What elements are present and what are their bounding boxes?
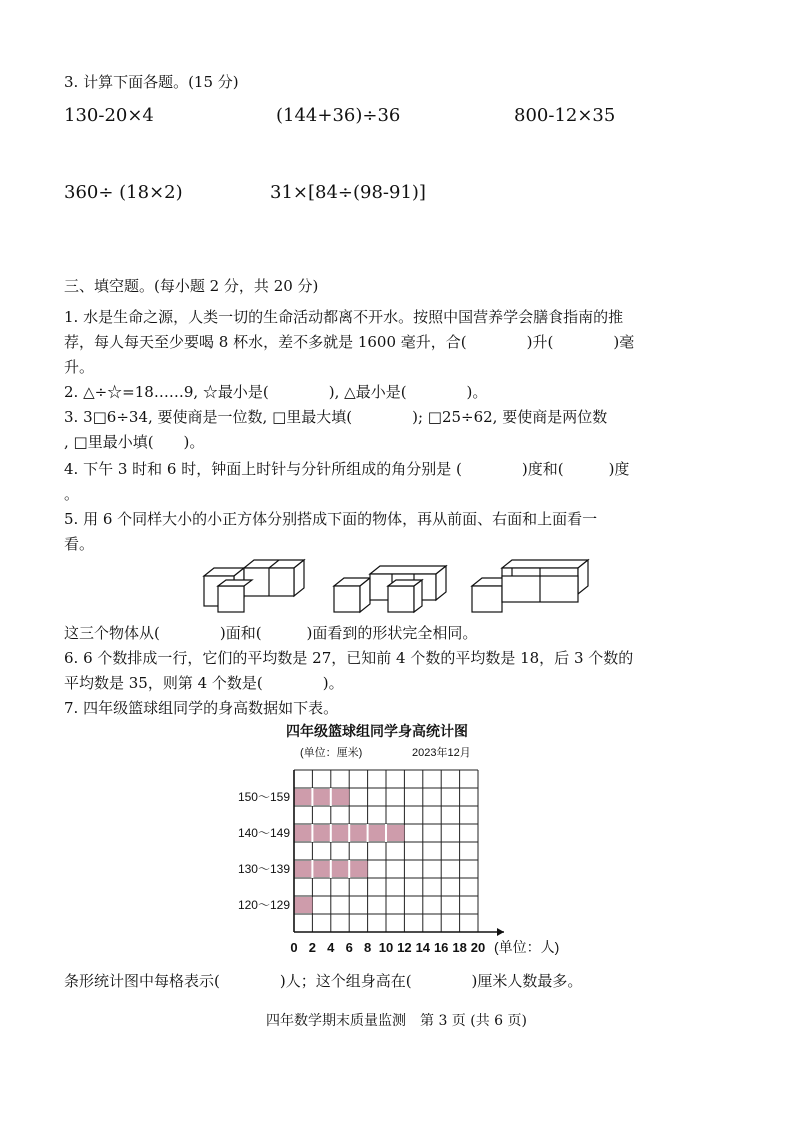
expr-2: (144+36)÷36 <box>276 105 401 126</box>
bar-3 <box>294 897 312 913</box>
x-tick-label: 4 <box>327 940 335 955</box>
x-tick-label: 8 <box>363 940 372 955</box>
bar-0 <box>294 789 349 805</box>
q5-line3: 这三个物体从( )面和( )面看到的形状完全相同。 <box>64 624 478 642</box>
fill-heading: 三、填空题。(每小题 2 分，共 20 分) <box>64 277 319 295</box>
category-label: 140～149 <box>237 826 290 840</box>
expr-5: 31×[84÷(98-91)] <box>270 182 426 203</box>
chart-title: 四年级篮球组同学身高统计图 <box>286 723 468 739</box>
category-label: 130～139 <box>237 862 290 876</box>
q5-line1: 5. 用 6 个同样大小的小正方体分别搭成下面的物体，再从前面、右面和上面看一 <box>64 510 598 528</box>
q7-line1: 7. 四年级篮球组同学的身高数据如下表。 <box>64 699 339 717</box>
cube-figure-3 <box>472 560 588 612</box>
q6-line2: 平均数是 35，则第 4 个数是( )。 <box>64 674 344 692</box>
q1-line3: 升。 <box>64 358 95 376</box>
chart-unit-note: (单位：厘米) <box>300 747 363 759</box>
q6-line1: 6. 6 个数排成一行，它们的平均数是 27，已知前 4 个数的平均数是 18，后 3 个数的 <box>64 649 634 667</box>
x-tick-label: 12 <box>397 940 412 955</box>
cube-figures <box>200 556 600 616</box>
x-tick-label: 2 <box>308 940 317 955</box>
x-tick-label: 16 <box>433 940 449 955</box>
x-tick-label: 20 <box>470 940 486 955</box>
category-label: 150～159 <box>237 790 290 804</box>
q2: 2. △÷☆=18……9, ☆最小是( ), △最小是( )。 <box>64 383 488 401</box>
chart-category-labels <box>238 790 290 912</box>
q3-line2: , □里最小填( )。 <box>64 433 205 451</box>
x-tick-label: 10 <box>378 940 394 955</box>
x-tick-label: 14 <box>415 940 431 955</box>
expr-1: 130-20×4 <box>64 105 154 126</box>
q5-line2: 看。 <box>64 535 95 553</box>
section3-heading: 3. 计算下面各题。(15 分) <box>64 73 239 91</box>
expr-3: 800-12×35 <box>514 105 616 126</box>
expr-4: 360÷ (18×2) <box>64 182 183 203</box>
q1-line2: 荐，每人每天至少要喝 8 杯水，差不多就是 1600 毫升，合( )升( )毫 <box>64 333 635 351</box>
cube-figure-1 <box>204 560 304 612</box>
q1-line1: 1. 水是生命之源，人类一切的生命活动都离不开水。按照中国营养学会膳食指南的推 <box>64 308 624 326</box>
x-tick-label: 6 <box>345 940 353 955</box>
chart-date-note: 2023年12月 <box>412 747 471 759</box>
chart-x-axis-label: (单位：人) <box>494 939 560 955</box>
height-bar-chart <box>226 718 586 963</box>
q7-after: 条形统计图中每格表示( )人；这个组身高在( )厘米人数最多。 <box>64 972 583 990</box>
q4-line1: 4. 下午 3 时和 6 时，钟面上时针与分针所组成的角分别是 ( )度和( )度 <box>64 460 630 478</box>
page-footer: 四年数学期末质量监测 第 3 页 (共 6 页) <box>266 1013 527 1029</box>
x-tick-label: 18 <box>452 940 467 955</box>
cube-figure-2 <box>334 566 446 612</box>
category-label: 120～129 <box>237 898 290 912</box>
chart-tick-labels <box>290 940 485 955</box>
x-axis-arrow <box>497 928 504 936</box>
q4-line2: 。 <box>64 485 80 503</box>
q3-line1: 3. 3□6÷34, 要使商是一位数, □里最大填( ); □25÷62, 要使商是两位数 <box>64 408 608 426</box>
x-tick-label: 0 <box>290 940 298 955</box>
